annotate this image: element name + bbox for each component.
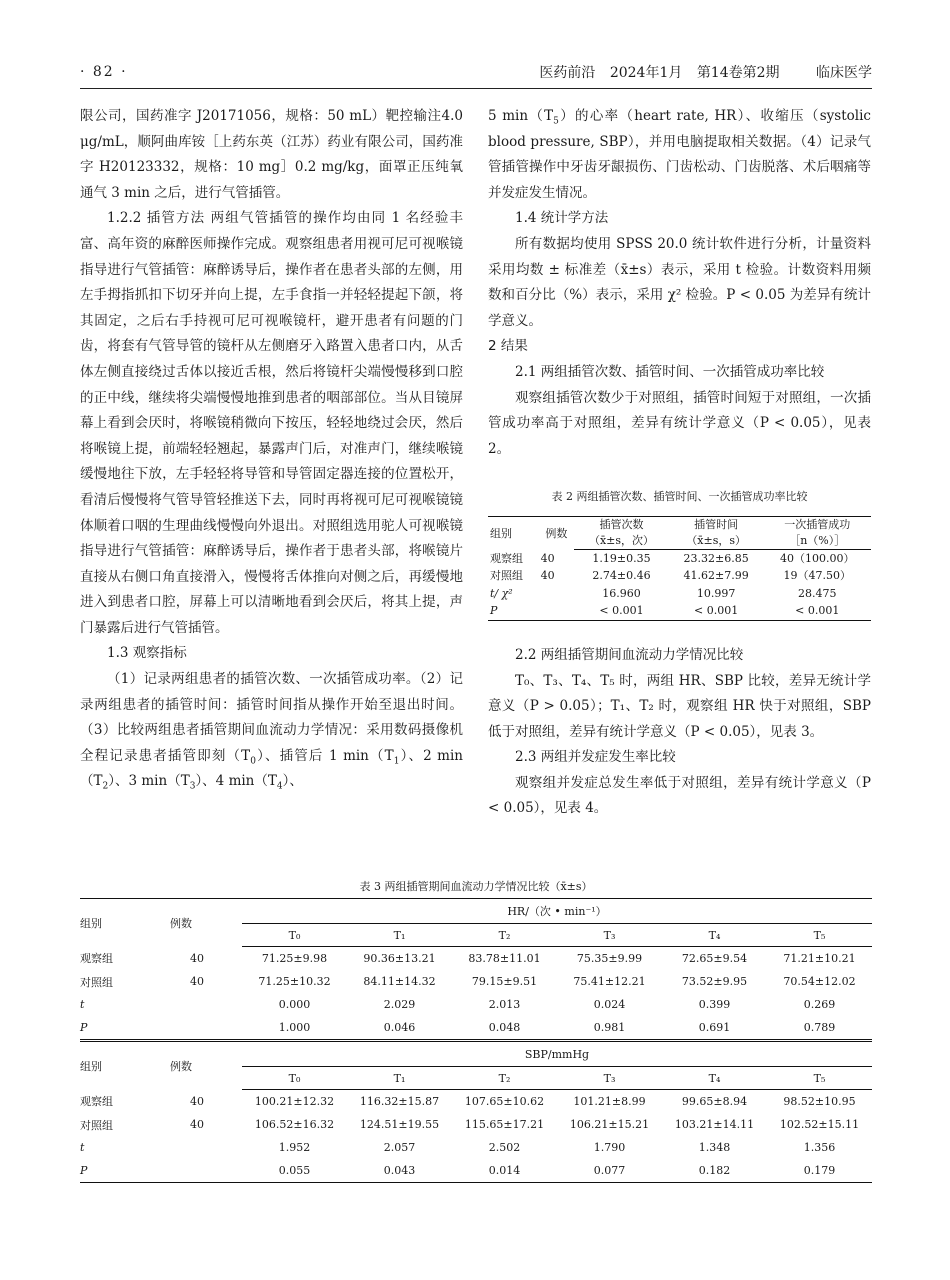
table-cell: 16.960 bbox=[602, 586, 641, 600]
table3-time-header: T₄ bbox=[662, 924, 767, 947]
table-cell: 71.25±9.98 bbox=[261, 952, 328, 965]
paragraph-statistics: 所有数据均使用 SPSS 20.0 统计软件进行分析，计量资料采用均数 ± 标准差（x̄±s）表示，采用 t 检验。计数资料用频数和百分比（%）表示，采用 χ² 检验。P < 0.05 为差异有统计学意义。 bbox=[488, 235, 871, 329]
table-cell: 83.78±11.01 bbox=[468, 952, 541, 965]
table-row bbox=[488, 567, 871, 585]
table2-subheader: ［n（%）］ bbox=[764, 533, 872, 550]
subscript: 5 bbox=[553, 116, 559, 127]
table-cell: 0.179 bbox=[767, 1159, 872, 1183]
table3-caption: 表 3 两组插管期间血流动力学情况比较（x̄±s） bbox=[359, 880, 593, 893]
table-cell: 40 bbox=[190, 951, 204, 965]
table2-caption: 表 2 两组插管次数、插管时间、一次插管成功率比较 bbox=[551, 490, 808, 504]
table-cell: 0.981 bbox=[557, 1016, 662, 1041]
text-run: （1）记录两组患者的插管次数、一次插管成功率。（2）记录两组患者的插管时间：插管时间指从操作开始至退出时间。（3）比较两组患者插管期间血流动力学情况：采用数码摄像机全程记录患者插管即刻（T bbox=[80, 671, 463, 764]
paragraph bbox=[488, 104, 871, 206]
table-cell bbox=[170, 1159, 242, 1183]
table-cell: 40（100.00） bbox=[780, 551, 855, 565]
table-cell: 1.952 bbox=[278, 1141, 311, 1154]
table3-hr-label: HR/（次 • min⁻¹） bbox=[242, 899, 872, 924]
table-cell: 对照组 bbox=[490, 569, 523, 583]
table-cell: 1.348 bbox=[698, 1141, 731, 1154]
table3-header-n: 例数 bbox=[170, 899, 242, 947]
paragraph-intubation-method: 1.2.2 插管方法 两组气管插管的操作均由同 1 名经验丰富、高年资的麻醉医师操作完成。观察组患者用视可尼可视喉镜指导进行气管插管：麻醉诱导后，操作者在患者头部的左侧，用左手拇指抓扣下切牙并向上提，左手食指一并轻轻提起下颌，将其固定，之后右手持视可尼可视喉镜杆，避开患者有问题的门齿，将套有气管导管的镜杆从左侧磨牙入路置入患者口内，从舌体左侧直接绕过舌体以接近舌根，然后将镜杆尖端慢慢移到口腔的正中线，继续将尖端慢慢地推到患者的咽部部位。当从目镜屏幕上看到会厌时，将喉镜稍微向下按压，轻轻地绕过会厌，然后将喉镜上提，前端轻轻翘起，暴露声门后，对准声门，继续喉镜缓慢地往下放，左手轻轻将导管和导管固定器连接的位置松开，看清后慢慢将气管导管轻推送下去，同时再将视可尼可视喉镜镜体顺着口咽的生理曲线慢慢向外退出。对照组选用驼人可视喉镜指导进行气管插管：麻醉诱导后，操作者于患者头部，将喉镜片直接从右侧口角直接滑入，慢慢将舌体推向对侧之后，再缓慢地进入到患者口腔，屏幕上可以清晰地看到会厌后，将其上提，声门暴露后进行气管插管。 bbox=[80, 210, 463, 636]
table3-time-header: T₀ bbox=[242, 1067, 347, 1090]
table-row bbox=[488, 585, 871, 603]
table-row bbox=[80, 993, 872, 1016]
table-cell: 40 bbox=[190, 975, 204, 988]
table3-sbp bbox=[80, 1041, 872, 1183]
table-cell: 28.475 bbox=[798, 586, 837, 600]
table-cell: 116.32±15.87 bbox=[359, 1095, 440, 1108]
text-run: ）的心率（heart rate, HR）、收缩压（systolic blood pressure, SBP），并用电脑提取相关数据。（4）记录气管插管操作中牙齿牙龈损伤、门齿松动、门齿脱落、术后咽痛等并发症发生情况。 bbox=[488, 108, 871, 201]
journal-name: 医药前沿 bbox=[539, 65, 596, 81]
table-cell: 0.789 bbox=[767, 1016, 872, 1041]
table-cell bbox=[170, 1136, 242, 1159]
table2-header: 插管时间 bbox=[669, 516, 764, 533]
table-cell: 90.36±13.21 bbox=[363, 952, 436, 965]
paragraph-observation bbox=[80, 667, 463, 795]
table3-time-header: T₅ bbox=[767, 924, 872, 947]
table3-time-header: T₃ bbox=[557, 1067, 662, 1090]
table3-sbp-label: SBP/mmHg bbox=[242, 1042, 872, 1067]
table-cell bbox=[170, 993, 242, 1016]
text-run: ）、2 min（T bbox=[80, 747, 463, 790]
table-cell: 101.21±8.99 bbox=[573, 1095, 646, 1108]
table3-time-header: T₅ bbox=[767, 1067, 872, 1090]
paragraph-result-2-1: 观察组插管次数少于对照组，插管时间短于对照组，一次插管成功率高于对照组，差异有统计学意义（P < 0.05），见表 2。 bbox=[488, 389, 871, 457]
table2 bbox=[488, 516, 871, 621]
table3-time-header: T₀ bbox=[242, 924, 347, 947]
table-cell: 41.62±7.99 bbox=[683, 569, 749, 583]
paragraph: 限公司，国药准字 J20171056，规格：50 mL）靶控输注4.0 μg/mL，顺阿曲库铵［上药东英（江苏）药业有限公司，国药准字 H20123332，规格：10 mg］0.2 mg/kg，面罩正压纯氧通气 3 min 之后，进行气管插管。 bbox=[80, 108, 463, 201]
table-cell: 71.25±10.32 bbox=[258, 975, 331, 988]
subscript: 3 bbox=[189, 782, 196, 793]
table-cell: 124.51±19.55 bbox=[359, 1118, 440, 1131]
table-cell: 对照组 bbox=[80, 975, 113, 989]
table-cell: 1.356 bbox=[803, 1141, 836, 1154]
table-cell: < 0.001 bbox=[574, 602, 669, 620]
table-cell: 107.65±10.62 bbox=[464, 1095, 545, 1108]
table-cell: 75.35±9.99 bbox=[576, 952, 643, 965]
issue-date: 2024年1月 bbox=[609, 65, 683, 81]
table-cell: 115.65±17.21 bbox=[464, 1118, 545, 1131]
table3-time-header: T₄ bbox=[662, 1067, 767, 1090]
table-cell: 0.691 bbox=[662, 1016, 767, 1041]
table3-header-n: 例数 bbox=[170, 1042, 242, 1090]
table-row bbox=[80, 1136, 872, 1159]
table2-subheader: （x̄±s，s） bbox=[669, 533, 764, 550]
text-run: ）、4 min（T bbox=[195, 773, 277, 790]
table-cell: 1.19±0.35 bbox=[592, 551, 651, 565]
table-cell: 19（47.50） bbox=[783, 569, 851, 583]
table2-header: 插管次数 bbox=[574, 516, 669, 533]
table-cell: 106.21±15.21 bbox=[569, 1118, 650, 1131]
table2-header: 一次插管成功 bbox=[764, 516, 872, 533]
table-row bbox=[488, 602, 871, 620]
table3-time-header: T₁ bbox=[347, 1067, 452, 1090]
table-cell: 10.997 bbox=[696, 586, 736, 600]
table-cell: 0.269 bbox=[803, 998, 836, 1011]
paragraph-result-2-2: T₀、T₃、T₄、T₅ 时，两组 HR、SBP 比较，差异无统计学意义（P > 0.05）；T₁、T₂ 时，观察组 HR 快于对照组，SBP 低于对照组，差异有统计学意义（P < 0.05），见表 3。 bbox=[488, 672, 871, 740]
subscript: 4 bbox=[276, 782, 283, 793]
table-row bbox=[80, 1113, 872, 1136]
table-cell: 观察组 bbox=[490, 551, 523, 565]
right-column bbox=[488, 104, 871, 822]
table-cell: 0.043 bbox=[347, 1159, 452, 1183]
table-row bbox=[80, 970, 872, 993]
section-name: 临床医学 bbox=[816, 65, 872, 81]
table3-header-group: 组别 bbox=[80, 899, 170, 947]
table-cell: t bbox=[80, 1141, 85, 1154]
table3-time-header: T₂ bbox=[452, 924, 557, 947]
volume-issue: 第14卷第2期 bbox=[696, 65, 780, 81]
table-cell: 0.046 bbox=[347, 1016, 452, 1041]
table-cell: 0.182 bbox=[662, 1159, 767, 1183]
table-cell: 98.52±10.95 bbox=[783, 1095, 856, 1108]
table2-header: 组别 bbox=[488, 516, 539, 549]
section-heading-1-4: 1.4 统计学方法 bbox=[515, 210, 609, 227]
table-cell: P bbox=[80, 1159, 170, 1183]
table-cell: 106.52±16.32 bbox=[254, 1118, 335, 1131]
table3-hr bbox=[80, 898, 872, 1042]
subscript: 1 bbox=[393, 756, 400, 767]
table-cell: 0.014 bbox=[452, 1159, 557, 1183]
table-cell: 2.74±0.46 bbox=[592, 569, 651, 583]
table-cell: 0.077 bbox=[557, 1159, 662, 1183]
table-cell: 102.52±15.11 bbox=[779, 1118, 860, 1131]
table-cell: P bbox=[80, 1016, 170, 1041]
table-cell: 观察组 bbox=[80, 952, 113, 966]
table-cell: 73.52±9.95 bbox=[681, 975, 748, 988]
page-number: · 82 · bbox=[80, 64, 128, 80]
left-column bbox=[80, 104, 463, 795]
table-cell: < 0.001 bbox=[669, 602, 764, 620]
table3-time-header: T₂ bbox=[452, 1067, 557, 1090]
table-cell bbox=[170, 1016, 242, 1041]
text-run: ）、 bbox=[282, 773, 303, 790]
paragraph-result-2-3: 观察组并发症总发生率低于对照组，差异有统计学意义（P < 0.05），见表 4。 bbox=[488, 774, 871, 817]
table3-time-header: T₁ bbox=[347, 924, 452, 947]
table-row bbox=[80, 1090, 872, 1114]
table3-time-header: T₃ bbox=[557, 924, 662, 947]
table-cell: 1.000 bbox=[242, 1016, 347, 1041]
table-cell: 75.41±12.21 bbox=[573, 975, 646, 988]
section-heading-1-3: 1.3 观察指标 bbox=[107, 645, 187, 662]
table-row bbox=[80, 947, 872, 971]
table-cell: 0.055 bbox=[242, 1159, 347, 1183]
table-cell bbox=[539, 585, 575, 603]
subscript: 0 bbox=[250, 756, 256, 767]
table-cell: P bbox=[488, 602, 539, 620]
table-cell: 40 bbox=[540, 569, 555, 583]
table-row bbox=[488, 549, 871, 567]
text-run: ）、3 min（T bbox=[108, 773, 190, 790]
table-cell: t bbox=[80, 998, 85, 1011]
table-cell: 1.790 bbox=[593, 1141, 626, 1154]
text-run: ）、插管后 1 min（T bbox=[255, 747, 394, 764]
table-cell: 99.65±8.94 bbox=[681, 1095, 748, 1108]
table-cell: 对照组 bbox=[80, 1118, 113, 1132]
table-cell: 观察组 bbox=[80, 1095, 113, 1109]
table-cell: 23.32±6.85 bbox=[683, 551, 749, 565]
section-heading-2-3: 2.3 两组并发症发生率比较 bbox=[515, 749, 676, 766]
text-run: 5 min（T bbox=[488, 108, 554, 124]
table-cell: 0.000 bbox=[278, 998, 311, 1011]
running-header bbox=[529, 62, 872, 82]
table-cell: < 0.001 bbox=[764, 602, 872, 620]
table-cell: 2.013 bbox=[488, 998, 521, 1011]
table-cell: 0.399 bbox=[698, 998, 731, 1011]
table-cell: 79.15±9.51 bbox=[471, 975, 538, 988]
section-heading-2-2: 2.2 两组插管期间血流动力学情况比较 bbox=[515, 646, 744, 663]
table-cell: 71.21±10.21 bbox=[783, 952, 856, 965]
section-heading-2-1: 2.1 两组插管次数、插管时间、一次插管成功率比较 bbox=[515, 363, 825, 380]
table-cell: 70.54±12.02 bbox=[783, 975, 856, 988]
subscript: 2 bbox=[102, 782, 109, 793]
table-cell: 2.057 bbox=[383, 1141, 416, 1154]
table3-header-group: 组别 bbox=[80, 1042, 170, 1090]
header-rule bbox=[80, 88, 872, 89]
table-cell: t/ χ² bbox=[490, 586, 513, 600]
table-cell: 40 bbox=[190, 1094, 204, 1108]
table2-subheader: （x̄±s，次） bbox=[574, 533, 669, 550]
table-cell: 103.21±14.11 bbox=[674, 1118, 755, 1131]
table-row bbox=[80, 1159, 872, 1183]
section-heading-results: 2 结果 bbox=[488, 338, 528, 355]
table2-header: 例数 bbox=[539, 516, 575, 549]
table-cell: 100.21±12.32 bbox=[254, 1095, 335, 1108]
table-cell: 2.029 bbox=[383, 998, 416, 1011]
table-cell: 72.65±9.54 bbox=[681, 952, 748, 965]
table-cell bbox=[539, 602, 575, 620]
table-cell: 2.502 bbox=[488, 1141, 521, 1154]
table-cell: 40 bbox=[540, 551, 555, 565]
table-cell: 0.024 bbox=[593, 998, 626, 1011]
table-cell: 40 bbox=[190, 1118, 204, 1131]
table-cell: 84.11±14.32 bbox=[363, 975, 436, 988]
table-cell: 0.048 bbox=[452, 1016, 557, 1041]
table-row bbox=[80, 1016, 872, 1041]
